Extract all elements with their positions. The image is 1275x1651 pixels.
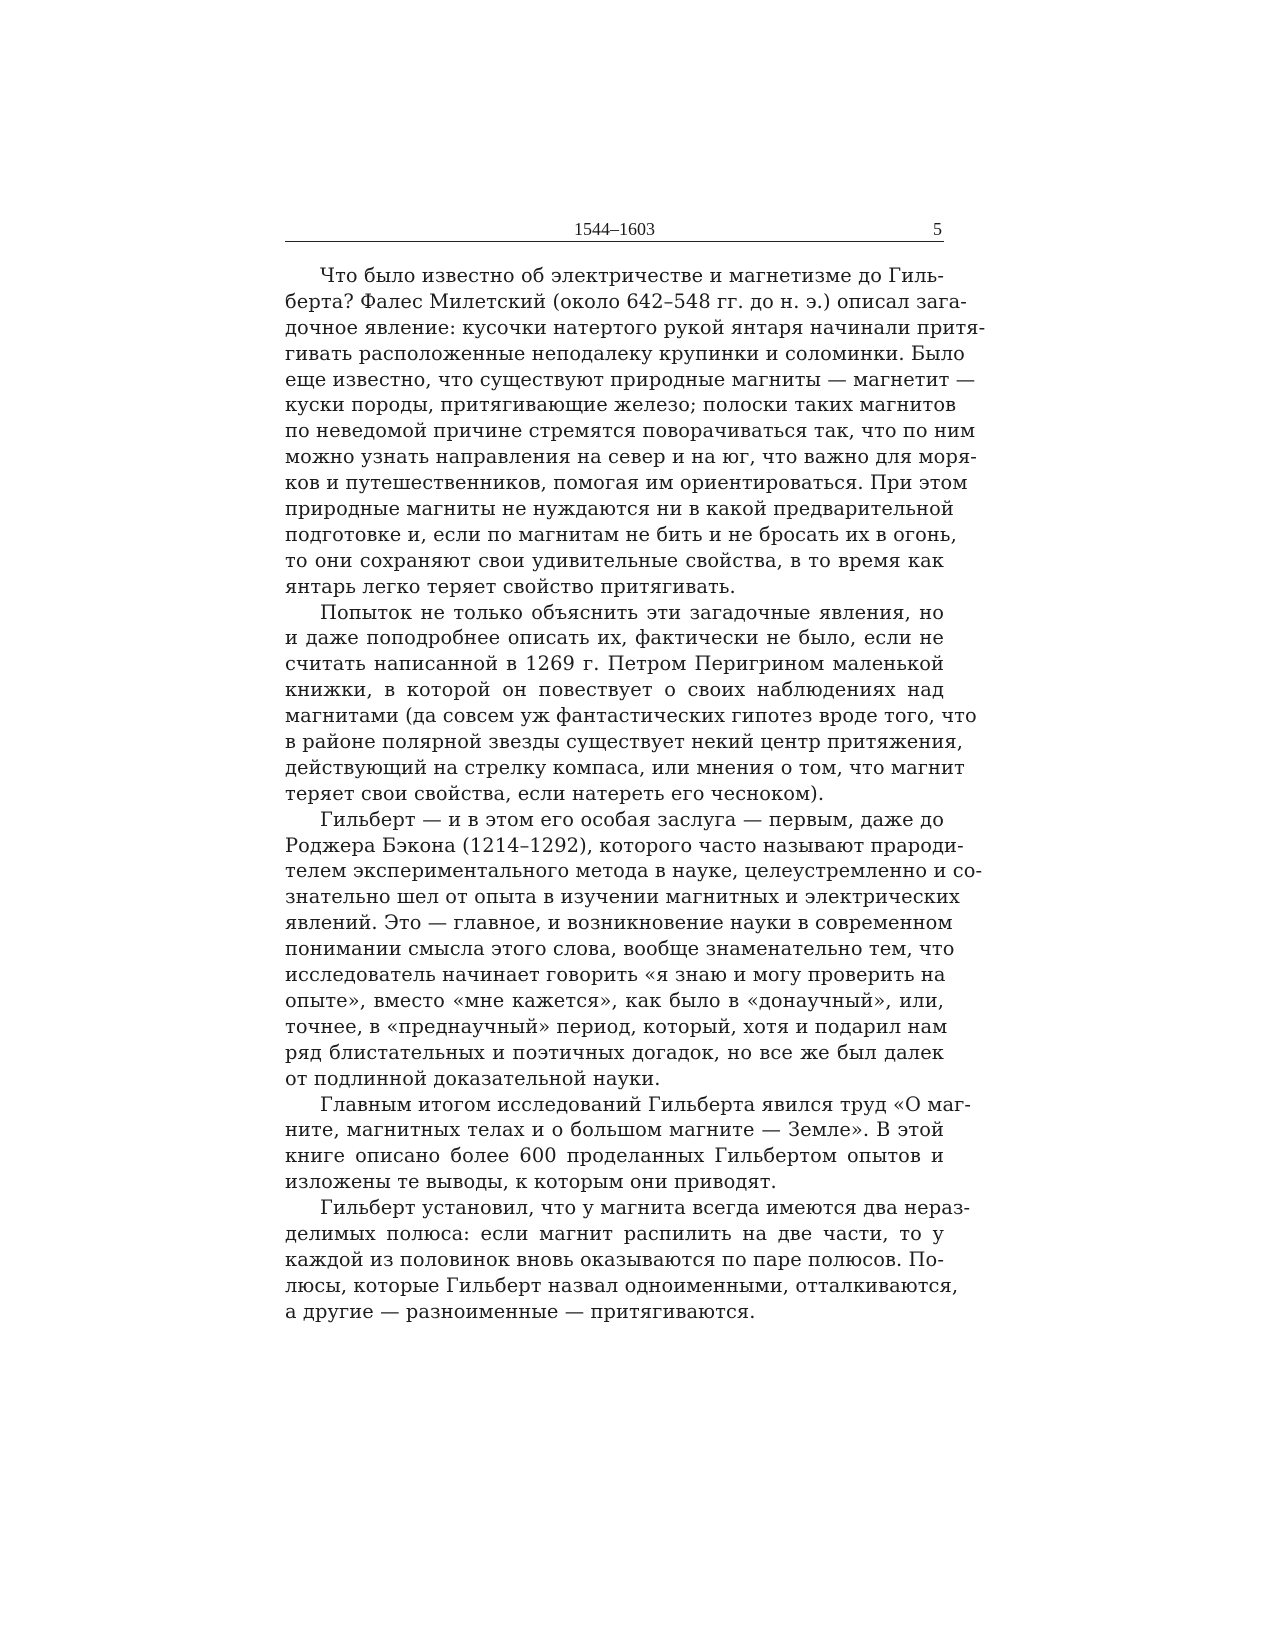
text-line: ните, магнитных телах и о большом магните — Земле». В этой [285, 1118, 944, 1142]
text-line: теряет свои свойства, если натереть его чесноком). [285, 781, 825, 805]
text-line: телем экспериментального метода в науке, целеустремленно и со- [285, 859, 983, 883]
text-line: действующий на стрелку компаса, или мнения о том, что магнит [285, 755, 965, 779]
paragraph [285, 263, 986, 600]
running-title: 1544–1603 [574, 219, 655, 239]
text-line: куски породы, притягивающие железо; полоски таких магнитов [285, 393, 957, 417]
paragraph [285, 807, 983, 1092]
paragraph [285, 600, 977, 807]
text-line: и даже поподробнее описать их, фактически не было, если не [285, 626, 944, 650]
text-line: Попыток не только объяснить эти загадочные явления, но [320, 600, 944, 624]
text-line: люсы, которые Гильберт назвал одноименными, отталкиваются, [285, 1273, 959, 1297]
text-line: считать написанной в 1269 г. Петром Перигрином маленькой [285, 652, 944, 676]
text-line: Роджера Бэкона (1214–1292), которого часто называют прароди- [285, 833, 964, 857]
page-number: 5 [933, 219, 942, 239]
text-line: изложены те выводы, к которым они приводят. [285, 1170, 777, 1194]
text-line: по неведомой причине стремятся поворачиваться так, что по ним [285, 419, 976, 443]
text-line: каждой из половинок вновь оказываются по паре полюсов. По- [285, 1247, 944, 1271]
text-line: подготовке и, если по магнитам не бить и не бросать их в огонь, [285, 522, 957, 546]
text-line: исследователь начинает говорить «я знаю и могу проверить на [285, 963, 946, 987]
text-line: делимых полюса: если магнит распилить на две части, то у [285, 1221, 944, 1245]
text-line: янтарь легко теряет свойство притягивать. [285, 574, 736, 598]
text-line: ряд блистательных и поэтичных догадок, но все же был далек [285, 1040, 944, 1064]
text-line: опыте», вместо «мне кажется», как было в «донаучный», или, [285, 988, 944, 1012]
text-line: явлений. Это — главное, и возникновение науки в современном [285, 911, 953, 935]
text-line: дочное явление: кусочки натертого рукой янтаря начинали притя- [285, 315, 986, 339]
body-text [285, 263, 986, 1325]
paragraph [285, 1092, 972, 1196]
text-line: книжки, в которой он повествует о своих наблюдениях над [285, 678, 944, 702]
text-line: Гильберт установил, что у магнита всегда имеются два нераз- [320, 1196, 971, 1220]
text-line: магнитами (да совсем уж фантастических гипотез вроде того, что [285, 704, 977, 728]
text-line: Что было известно об электричестве и магнетизме до Гиль- [320, 264, 944, 287]
text-line: еще известно, что существуют природные магниты — магнетит — [285, 367, 976, 391]
text-line: понимании смысла этого слова, вообще знаменательно тем, что [285, 937, 955, 961]
text-line: то они сохраняют свои удивительные свойства, в то время как [285, 548, 944, 572]
text-line: берта? Фалес Милетский (около 642–548 гг. до н. э.) описал зага- [285, 289, 967, 313]
text-line: можно узнать направления на север и на юг, что важно для моря- [285, 445, 977, 469]
paragraph [285, 1195, 971, 1324]
text-line: Главным итогом исследований Гильберта явился труд «О маг- [320, 1092, 972, 1116]
text-line: а другие — разноименные — притягиваются. [285, 1299, 756, 1323]
text-line: гивать расположенные неподалеку крупинки и соломинки. Было [285, 341, 965, 365]
text-line: знательно шел от опыта в изучении магнитных и электрических [285, 885, 960, 909]
text-line: природные магниты не нуждаются ни в какой предварительной [285, 497, 954, 521]
page-header [285, 219, 944, 242]
text-line: книге описано более 600 проделанных Гильбертом опытов и [285, 1144, 944, 1168]
text-line: от подлинной доказательной науки. [285, 1066, 661, 1090]
text-line: ков и путешественников, помогая им ориентироваться. При этом [285, 471, 968, 495]
text-line: в районе полярной звезды существует некий центр притяжения, [285, 730, 963, 754]
text-line: точнее, в «преднаучный» период, который, хотя и подарил нам [285, 1014, 948, 1038]
text-line: Гильберт — и в этом его особая заслуга — первым, даже до [320, 807, 944, 831]
